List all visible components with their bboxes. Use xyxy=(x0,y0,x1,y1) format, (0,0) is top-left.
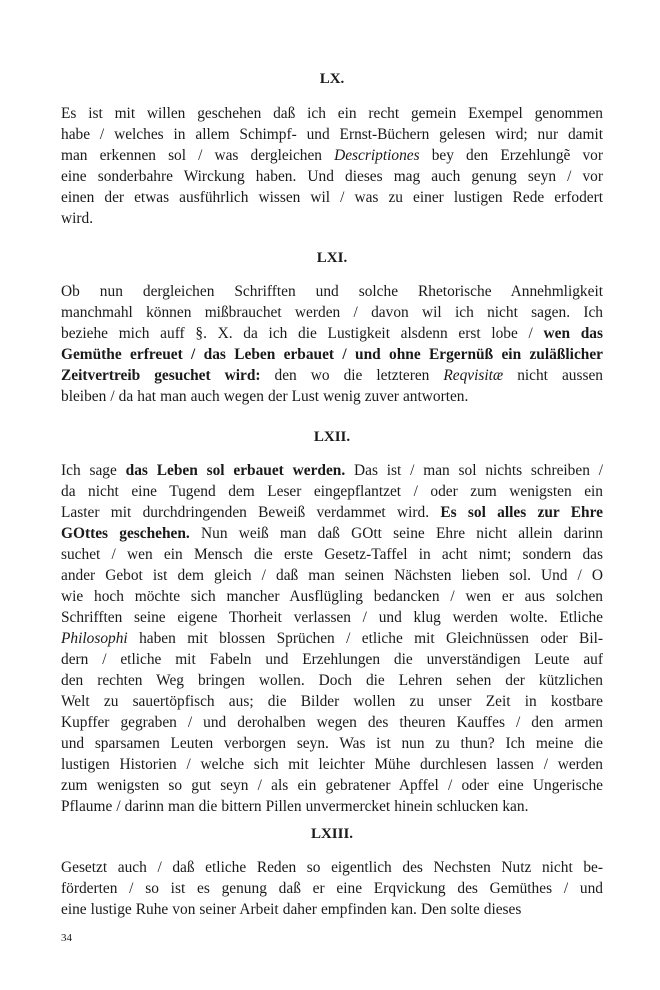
text-run: dern / etliche mit Fabeln und Erzehlungen die unverständigen Leute auf xyxy=(61,651,603,668)
text-run: Pflaume / darinn man die bittern Pillen unvermercket hinein schlucken kan. xyxy=(61,798,529,815)
section-lxiii xyxy=(61,824,603,920)
text-line xyxy=(61,302,603,323)
text-run: Gesetzt auch / daß etliche Reden so eigentlich des Nechsten Nutz nicht be- xyxy=(61,859,603,876)
text-line xyxy=(61,670,603,691)
bold-run: Gemüthe erfreuet / das Leben erbauet / und ohne Ergernüß ein zuläßlicher xyxy=(61,346,603,363)
bold-run: Zeitvertreib gesuchet wird: xyxy=(61,367,261,384)
text-line xyxy=(61,649,603,670)
text-line xyxy=(61,187,603,208)
text-run: wie hoch möchte sich mancher Ausflügling bedancken / wen er aus solchen xyxy=(61,588,603,605)
section-lx xyxy=(61,69,603,229)
text-run: Kupffer gegraben / und derohalben wegen des theuren Kauffes / den armen xyxy=(61,714,603,731)
text-line xyxy=(61,628,603,649)
text-run: Nun weiß man daß GOtt seine Ehre nicht allein darinn xyxy=(189,525,603,542)
bold-run: GOttes geschehen. xyxy=(61,525,190,542)
italic-run: Reqvisitæ xyxy=(443,367,504,384)
text-run: Das ist / man sol nichts schreiben / xyxy=(345,462,603,479)
text-run: einen der etwas ausführlich wissen wil / was zu einer lustigen Rede erfodert xyxy=(61,189,603,206)
text-line xyxy=(61,124,603,145)
italic-run: Philosophi xyxy=(61,630,128,647)
text-line xyxy=(61,712,603,733)
text-line xyxy=(61,691,603,712)
text-run: Schrifften seine eigene Thorheit verlassen / und klug werden wolte. Etliche xyxy=(61,609,603,626)
text-run: beziehe mich auff §. X. da ich die Lustigkeit alsdenn erst lobe / xyxy=(61,325,544,342)
text-run: eine sonderbahre Wirckung haben. Und dieses mag auch genung seyn / vor xyxy=(61,168,603,185)
text-line xyxy=(61,365,603,386)
text-line xyxy=(61,796,603,817)
section-lxi xyxy=(61,248,603,407)
text-run: manchmahl können mißbrauchet werden / davon wil ich nicht sagen. Ich xyxy=(61,304,603,321)
section-text xyxy=(61,460,603,817)
text-line xyxy=(61,481,603,502)
text-run: zum wenigsten so gut seyn / als ein gebratener Apffel / oder eine Ungerische xyxy=(61,777,603,794)
bold-run: das Leben sol erbauet werden. xyxy=(125,462,346,479)
text-line xyxy=(61,857,603,878)
text-line xyxy=(61,281,603,302)
page-number: 34 xyxy=(61,932,72,944)
text-run: suchet / wen ein Mensch die erste Gesetz-Taffel in acht nimt; sondern das xyxy=(61,546,603,563)
text-run: Ich sage xyxy=(61,462,126,479)
bold-run: Es sol alles zur Ehre xyxy=(440,504,603,521)
text-run: ander Gebot ist dem gleich / daß man seinen Nächsten lieben sol. Und / O xyxy=(61,567,603,584)
text-run: haben mit blossen Sprüchen / etliche mit Gleichnüssen oder Bil- xyxy=(127,630,603,647)
text-run: Ob nun dergleichen Schrifften und solche Rhetorische Annehmligkeit xyxy=(61,283,603,300)
section-heading: LXII. xyxy=(313,429,351,445)
text-line xyxy=(61,145,603,166)
text-run: eine lustige Ruhe von seiner Arbeit daher empfinden kan. Den solte dieses xyxy=(61,901,522,918)
text-line xyxy=(61,544,603,565)
text-line xyxy=(61,166,603,187)
italic-run: Descriptiones xyxy=(334,147,420,164)
section-text xyxy=(61,857,603,920)
text-run: den wo die letzteren xyxy=(260,367,444,384)
text-run: lustigen Historien / welche sich mit leichter Mühe durchlesen lassen / werden xyxy=(61,756,603,773)
text-line xyxy=(61,754,603,775)
section-text xyxy=(61,103,603,229)
text-run: nicht aussen xyxy=(503,367,603,384)
bold-run: wen das xyxy=(543,325,603,342)
text-run: bey den Erzehlungẽ vor xyxy=(419,147,603,164)
text-line xyxy=(61,586,603,607)
text-run: man erkennen sol / was dergleichen xyxy=(61,147,335,164)
text-line xyxy=(61,523,603,544)
text-line xyxy=(61,878,603,899)
text-run: Laster mit durchdringenden Beweiß verdammet wird. xyxy=(61,504,441,521)
text-line xyxy=(61,502,603,523)
text-line xyxy=(61,208,603,229)
text-run: Welt zu sauertöpfisch aus; die Bilder wollen zu unser Zeit in kostbare xyxy=(61,693,603,710)
text-line xyxy=(61,460,603,481)
text-run: da nicht eine Tugend dem Leser eingepflantzet / oder zum wenigsten ein xyxy=(61,483,603,500)
text-line xyxy=(61,565,603,586)
text-line xyxy=(61,899,603,920)
section-heading: LX. xyxy=(319,71,345,87)
text-run: Es ist mit willen geschehen daß ich ein recht gemein Exempel genommen xyxy=(61,105,603,122)
text-line xyxy=(61,733,603,754)
section-heading: LXI. xyxy=(316,250,348,266)
text-run: und sparsamen Leuten verborgen seyn. Was ist nun zu thun? Ich meine die xyxy=(61,735,603,752)
section-lxii xyxy=(61,427,603,817)
text-line xyxy=(61,386,603,407)
text-line xyxy=(61,323,603,344)
text-run: habe / welches in allem Schimpf- und Ernst-Büchern gelesen wird; nur damit xyxy=(61,126,603,143)
section-text xyxy=(61,281,603,407)
section-heading: LXIII. xyxy=(310,826,354,842)
text-line xyxy=(61,103,603,124)
text-line xyxy=(61,775,603,796)
text-run: wird. xyxy=(61,210,94,227)
text-run: förderten / so ist es genung daß er eine Erqvickung des Gemüthes / und xyxy=(61,880,603,897)
text-line xyxy=(61,344,603,365)
text-line xyxy=(61,607,603,628)
text-run: den rechten Weg bringen wollen. Doch die Lehren sehen der kützlichen xyxy=(61,672,603,689)
text-run: bleiben / da hat man auch wegen der Lust wenig zuver antworten. xyxy=(61,388,469,405)
